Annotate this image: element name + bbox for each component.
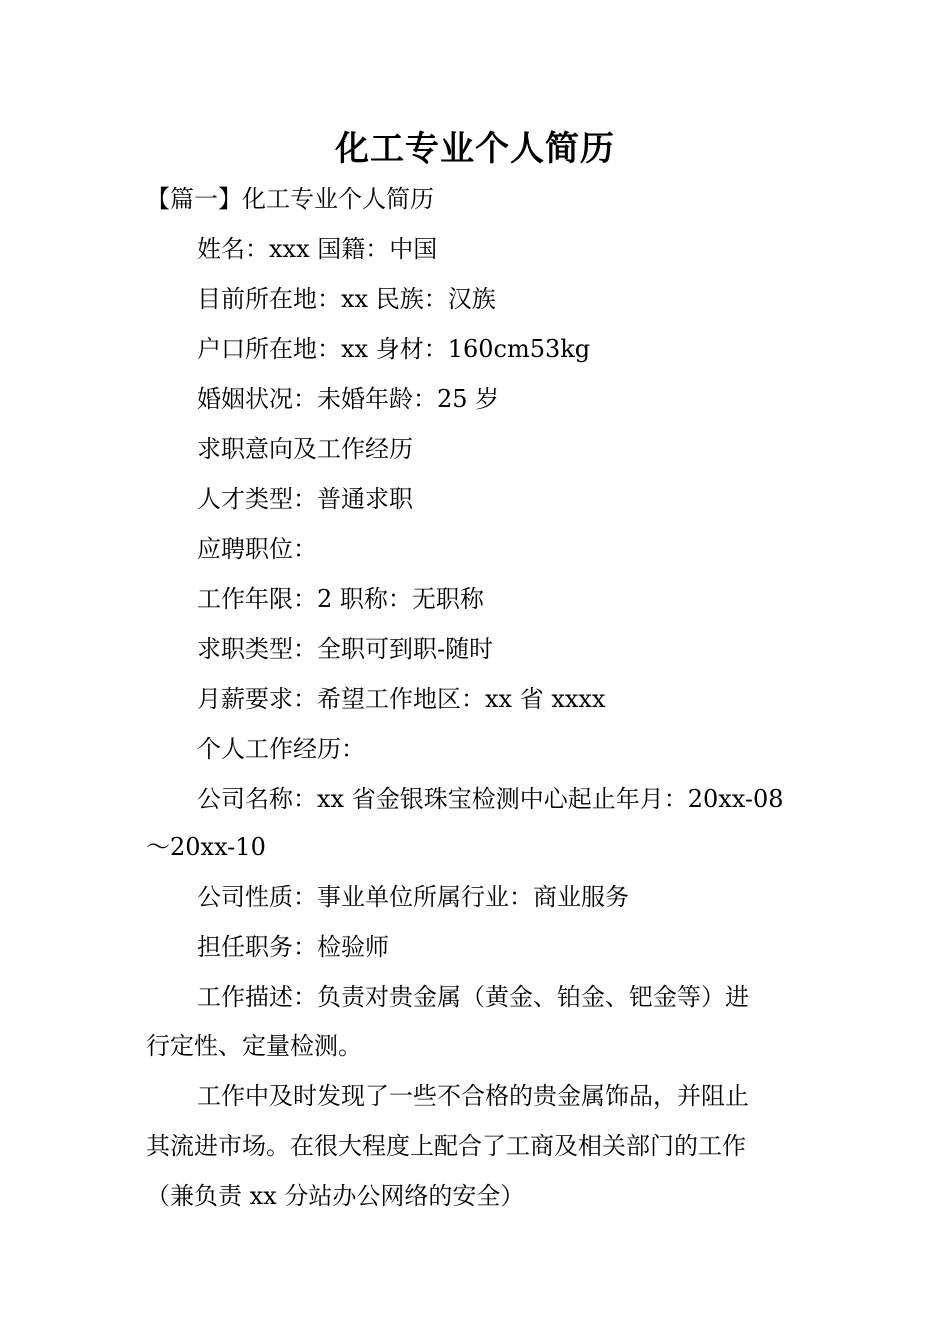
paragraph-line: 其流进市场。在很大程度上配合了工商及相关部门的工作: [146, 1132, 746, 1160]
paragraph-line: 应聘职位：: [197, 535, 317, 563]
paragraph-line: 个人工作经历：: [197, 735, 365, 763]
paragraph-line: 行定性、定量检测。: [146, 1032, 362, 1060]
section-heading: 【篇一】化工专业个人简历: [146, 185, 434, 213]
paragraph-line: 人才类型：普通求职: [197, 485, 413, 513]
paragraph-line: 公司名称：xx 省金银珠宝检测中心起止年月：20xx-08: [197, 785, 784, 813]
paragraph-line: 工作年限：2 职称：无职称: [197, 585, 484, 613]
document-title: 化工专业个人简历: [335, 129, 615, 169]
paragraph-line: 目前所在地：xx 民族：汉族: [197, 285, 496, 313]
paragraph-line: 工作描述：负责对贵金属（黄金、铂金、钯金等）进: [197, 983, 749, 1011]
paragraph-line: 工作中及时发现了一些不合格的贵金属饰品，并阻止: [197, 1082, 749, 1110]
paragraph-line: （兼负责 xx 分站办公网络的安全）: [146, 1182, 525, 1210]
paragraph-line: 求职类型：全职可到职-随时: [197, 635, 494, 663]
paragraph-line: 户口所在地：xx 身材：160cm53kg: [197, 335, 591, 363]
paragraph-line: 公司性质：事业单位所属行业：商业服务: [197, 883, 629, 911]
paragraph-line: 月薪要求：希望工作地区：xx 省 xxxx: [197, 685, 606, 713]
paragraph-line: 求职意向及工作经历: [197, 435, 413, 463]
paragraph-line: ～20xx-10: [146, 833, 266, 861]
paragraph-line: 担任职务：检验师: [197, 933, 389, 961]
paragraph-line: 姓名：xxx 国籍：中国: [197, 235, 438, 263]
paragraph-line: 婚姻状况：未婚年龄：25 岁: [197, 385, 500, 413]
